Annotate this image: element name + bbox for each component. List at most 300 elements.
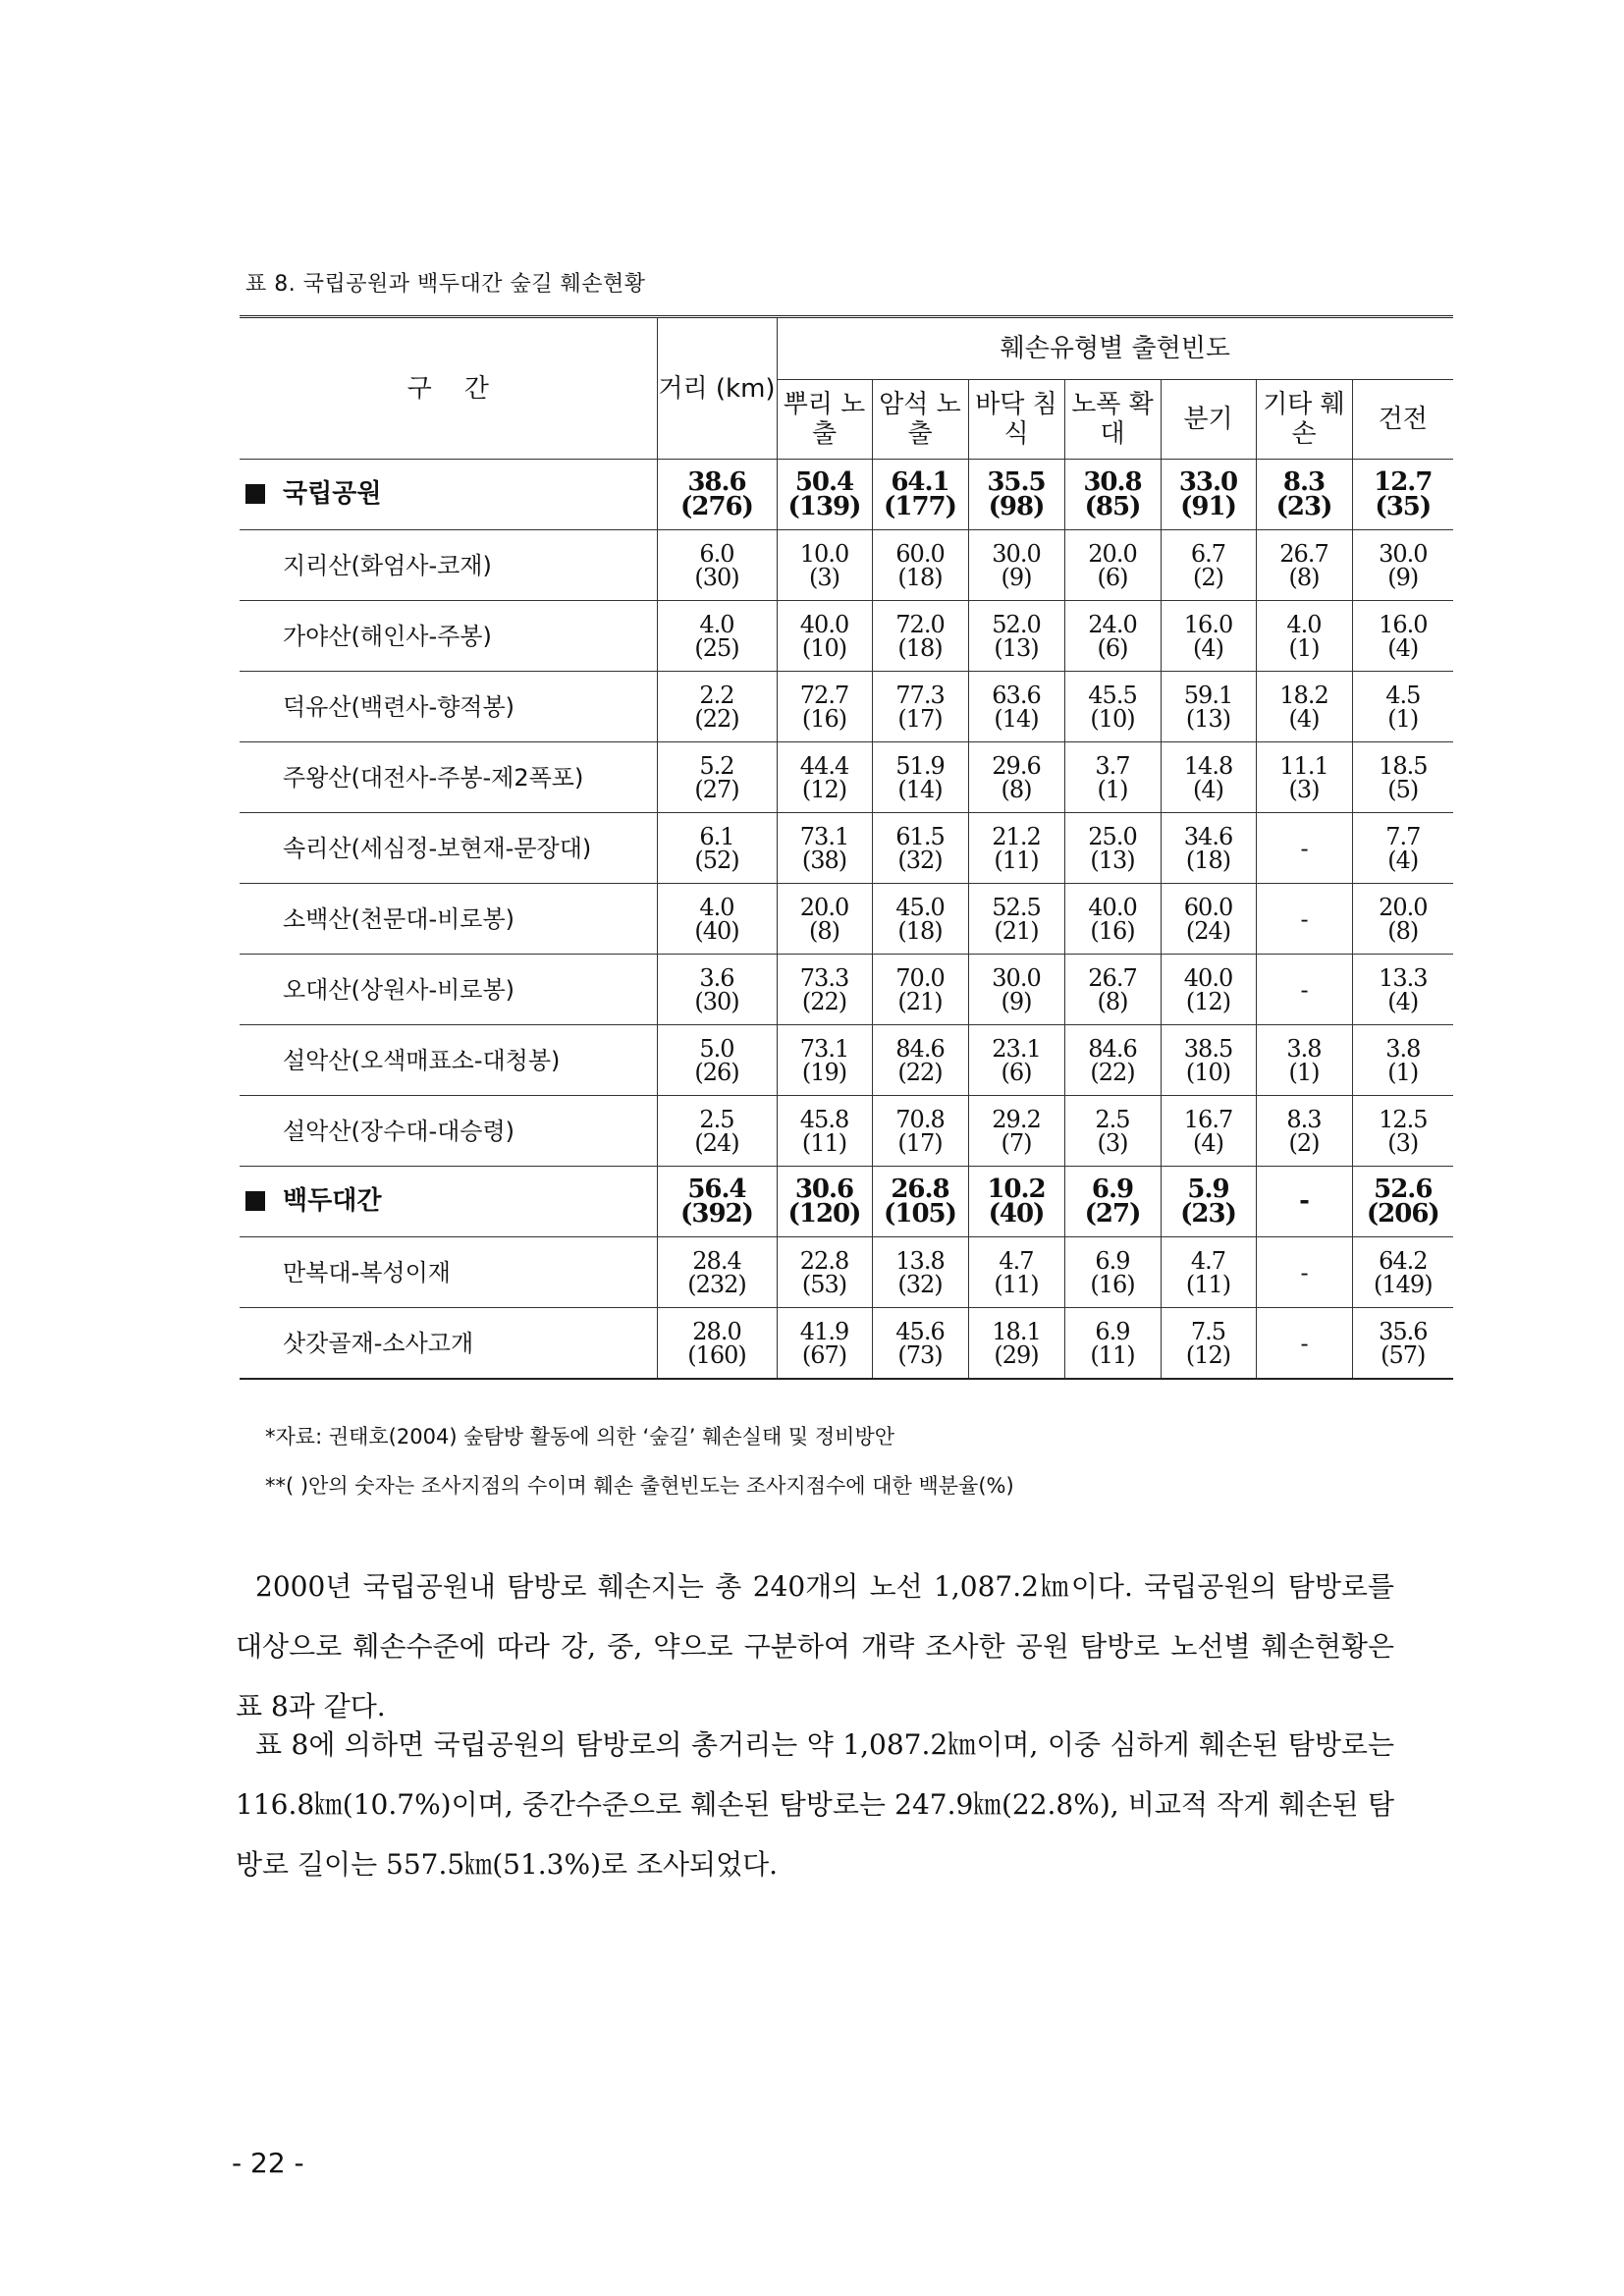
row-label <box>240 955 657 1025</box>
cell-value: 24.0 <box>1088 610 1137 638</box>
frequency-cell <box>968 530 1064 601</box>
cell-count: (10) <box>1185 1058 1231 1086</box>
cell-value: 38.6 <box>687 466 746 497</box>
row-label <box>240 1308 657 1380</box>
cell-count: (11) <box>1090 1340 1135 1369</box>
cell-value: 52.0 <box>992 610 1041 638</box>
cell-value: 6.0 <box>699 539 734 568</box>
cell-value: 45.5 <box>1088 681 1137 709</box>
cell-value: 18.5 <box>1379 751 1428 780</box>
row-label-text: 삿갓골재-소사고개 <box>283 1329 474 1357</box>
cell-value: 21.2 <box>992 822 1041 850</box>
row-label <box>240 884 657 955</box>
frequency-cell <box>1352 884 1453 955</box>
row-label-text: 설악산(장수대-대승령) <box>283 1117 515 1145</box>
row-label <box>240 460 657 530</box>
cell-value: 40.0 <box>1183 963 1233 992</box>
cell-count: (12) <box>801 775 847 803</box>
cell-count: (19) <box>801 1058 847 1086</box>
frequency-cell <box>1064 813 1161 884</box>
cell-value: 20.0 <box>1379 893 1428 921</box>
cell-value: 41.9 <box>799 1317 849 1345</box>
cell-value: 4.7 <box>1190 1246 1226 1275</box>
cell-value: 10.0 <box>799 539 849 568</box>
cell-value: 5.2 <box>699 751 734 780</box>
frequency-cell <box>1161 813 1256 884</box>
cell-value: 16.0 <box>1183 610 1233 638</box>
distance-cell <box>657 460 777 530</box>
cell-value: 29.2 <box>992 1105 1041 1133</box>
cell-value: 26.7 <box>1088 963 1137 992</box>
cell-value: 4.0 <box>699 893 734 921</box>
cell-value: 40.0 <box>1088 893 1137 921</box>
frequency-cell <box>1064 460 1161 530</box>
cell-value: 3.6 <box>699 963 734 992</box>
row-label <box>240 672 657 742</box>
frequency-cell <box>872 1025 968 1096</box>
cell-count: (8) <box>1387 916 1419 945</box>
table-row <box>240 742 1453 813</box>
cell-count: (21) <box>897 987 943 1015</box>
cell-value: 6.9 <box>1091 1174 1134 1204</box>
frequency-cell <box>1064 1167 1161 1237</box>
cell-count: (120) <box>787 1198 861 1229</box>
table-row <box>240 601 1453 672</box>
header-distance: 거리 (km) <box>657 317 777 460</box>
cell-value: 6.9 <box>1095 1246 1130 1275</box>
row-label-text: 소백산(천문대-비로봉) <box>283 904 515 933</box>
row-label <box>240 1237 657 1308</box>
cell-value: 16.0 <box>1379 610 1428 638</box>
cell-count: (232) <box>687 1270 746 1298</box>
cell-value: 64.1 <box>891 466 949 497</box>
cell-count: (52) <box>694 846 739 874</box>
frequency-cell <box>1161 742 1256 813</box>
cell-count: (21) <box>994 916 1039 945</box>
cell-value: 25.0 <box>1088 822 1137 850</box>
frequency-cell <box>1161 1308 1256 1380</box>
cell-count: (1) <box>1097 775 1128 803</box>
page-number: - 22 - <box>232 2147 304 2179</box>
row-label-text: 지리산(화엄사-코재) <box>283 551 492 579</box>
header-frequency-group: 훼손유형별 출현빈도 <box>777 317 1453 380</box>
cell-value: 4.5 <box>1385 681 1421 709</box>
cell-count: (6) <box>1097 633 1128 662</box>
distance-cell <box>657 955 777 1025</box>
cell-count: (160) <box>687 1340 746 1369</box>
cell-count: (105) <box>884 1198 956 1229</box>
frequency-cell <box>968 1167 1064 1237</box>
frequency-cell <box>1161 1167 1256 1237</box>
header-type: 노폭 확대 <box>1064 380 1161 460</box>
frequency-cell <box>968 460 1064 530</box>
header-type: 기타 훼손 <box>1256 380 1352 460</box>
distance-cell <box>657 672 777 742</box>
frequency-cell <box>1256 601 1352 672</box>
cell-value: 63.6 <box>992 681 1041 709</box>
frequency-cell <box>872 813 968 884</box>
cell-count: (9) <box>1001 987 1032 1015</box>
cell-value: 30.8 <box>1083 466 1142 497</box>
cell-count: (149) <box>1374 1270 1433 1298</box>
cell-value: 52.6 <box>1374 1174 1433 1204</box>
frequency-cell <box>1352 1167 1453 1237</box>
cell-value: 38.5 <box>1183 1034 1233 1063</box>
distance-cell <box>657 1025 777 1096</box>
cell-count: (27) <box>1084 1198 1141 1229</box>
frequency-cell <box>1352 1096 1453 1167</box>
cell-value: 30.0 <box>992 963 1041 992</box>
damage-status-table <box>240 315 1453 1380</box>
frequency-cell <box>1064 1025 1161 1096</box>
cell-value: 70.0 <box>895 963 945 992</box>
cell-value: 45.6 <box>895 1317 945 1345</box>
cell-count: (24) <box>1185 916 1231 945</box>
frequency-cell <box>872 884 968 955</box>
cell-value: 4.7 <box>999 1246 1034 1275</box>
cell-value: 13.3 <box>1379 963 1428 992</box>
cell-value: 4.0 <box>1286 610 1322 638</box>
cell-value: 73.1 <box>799 822 849 850</box>
frequency-cell <box>1161 601 1256 672</box>
cell-count: (8) <box>809 916 839 945</box>
cell-value: - <box>1300 1258 1308 1286</box>
cell-count: (40) <box>988 1198 1045 1229</box>
frequency-cell <box>777 813 872 884</box>
cell-value: 30.0 <box>992 539 1041 568</box>
frequency-cell <box>777 955 872 1025</box>
cell-value: 23.1 <box>992 1034 1041 1063</box>
cell-count: (6) <box>1001 1058 1032 1086</box>
cell-count: (12) <box>1185 1340 1231 1369</box>
cell-value: - <box>1300 1329 1308 1357</box>
cell-count: (32) <box>897 846 943 874</box>
cell-count: (4) <box>1288 704 1320 733</box>
cell-value: 12.7 <box>1374 466 1433 497</box>
source-note: *자료: 권태호(2004) 숲탐방 활동에 의한 ‘숲길’ 훼손실태 및 정비방안 <box>265 1425 895 1449</box>
cell-value: - <box>1300 904 1308 933</box>
frequency-cell <box>1064 672 1161 742</box>
frequency-cell <box>777 1096 872 1167</box>
frequency-cell <box>872 1237 968 1308</box>
frequency-cell <box>1161 1025 1256 1096</box>
cell-value: 12.5 <box>1379 1105 1428 1133</box>
cell-value: 84.6 <box>895 1034 945 1063</box>
row-label <box>240 1096 657 1167</box>
cell-value: - <box>1300 834 1308 862</box>
cell-value: 14.8 <box>1183 751 1233 780</box>
distance-cell <box>657 1167 777 1237</box>
frequency-cell <box>1256 460 1352 530</box>
frequency-cell <box>872 460 968 530</box>
cell-count: (18) <box>1185 846 1231 874</box>
frequency-cell <box>872 601 968 672</box>
cell-count: (17) <box>897 704 943 733</box>
cell-value: 44.4 <box>799 751 849 780</box>
cell-count: (9) <box>1387 563 1419 591</box>
cell-value: 11.1 <box>1279 751 1328 780</box>
row-label-text: 설악산(오색매표소-대청봉) <box>283 1046 561 1074</box>
frequency-cell <box>777 460 872 530</box>
frequency-cell <box>777 1308 872 1380</box>
table-caption: 표 8. 국립공원과 백두대간 숲길 훼손현황 <box>245 272 646 297</box>
cell-count: (177) <box>884 491 956 521</box>
cell-count: (11) <box>994 1270 1039 1298</box>
header-type: 바닥 침식 <box>968 380 1064 460</box>
cell-count: (206) <box>1366 1198 1439 1229</box>
cell-value: 8.3 <box>1282 466 1326 497</box>
cell-count: (3) <box>1288 775 1320 803</box>
distance-cell <box>657 884 777 955</box>
frequency-cell <box>1256 530 1352 601</box>
cell-value: 18.1 <box>992 1317 1041 1345</box>
cell-count: (13) <box>1185 704 1231 733</box>
cell-value: 77.3 <box>895 681 945 709</box>
frequency-cell <box>1161 1096 1256 1167</box>
table-row <box>240 672 1453 742</box>
cell-count: (25) <box>694 633 739 662</box>
cell-value: 30.6 <box>794 1174 854 1204</box>
cell-count: (4) <box>1387 633 1419 662</box>
header-section: 구 간 <box>240 317 657 460</box>
cell-count: (8) <box>1001 775 1032 803</box>
cell-count: (16) <box>1090 916 1135 945</box>
cell-count: (392) <box>680 1198 753 1229</box>
cell-value: 4.0 <box>699 610 734 638</box>
frequency-cell <box>1352 1308 1453 1380</box>
table-body <box>240 460 1453 1380</box>
cell-count: (22) <box>801 987 847 1015</box>
frequency-cell <box>968 813 1064 884</box>
table-row <box>240 1025 1453 1096</box>
cell-count: (38) <box>801 846 847 874</box>
cell-value: 52.5 <box>992 893 1041 921</box>
frequency-cell <box>1161 1237 1256 1308</box>
table-row <box>240 813 1453 884</box>
frequency-cell <box>777 1237 872 1308</box>
frequency-cell <box>1161 530 1256 601</box>
row-label-text: 오대산(상원사-비로봉) <box>283 975 515 1004</box>
cell-count: (10) <box>801 633 847 662</box>
frequency-cell <box>968 884 1064 955</box>
cell-count: (30) <box>694 987 739 1015</box>
frequency-cell <box>1064 1096 1161 1167</box>
distance-cell <box>657 1308 777 1380</box>
body-paragraph: 2000년 국립공원내 탐방로 훼손지는 총 240개의 노선 1,087.2㎞이다. 국립공원의 탐방로를 대상으로 훼손수준에 따라 강, 중, 약으로 구분하여 개략 조사한 공원 탐방로 노선별 훼손현황은 표 8과 같다. <box>236 1570 1394 1722</box>
cell-count: (5) <box>1387 775 1419 803</box>
table-group-row <box>240 460 1453 530</box>
row-label <box>240 1167 657 1237</box>
cell-count: (30) <box>694 563 739 591</box>
cell-value: 6.1 <box>699 822 734 850</box>
row-label-text: 국립공원 <box>283 479 382 509</box>
frequency-cell <box>777 884 872 955</box>
cell-value: 64.2 <box>1379 1246 1428 1275</box>
cell-count: (8) <box>1288 563 1320 591</box>
frequency-cell <box>968 742 1064 813</box>
body-paragraph: 표 8에 의하면 국립공원의 탐방로의 총거리는 약 1,087.2㎞이며, 이중 심하게 훼손된 탐방로는 116.8㎞(10.7%)이며, 중간수준으로 훼손된 탐방로는 247.9㎞(22.8%), 비교적 작게 훼손된 탐방로 길이는 557.5㎞(51.3%)로 조사되었다. <box>236 1728 1394 1881</box>
cell-count: (35) <box>1375 491 1432 521</box>
cell-count: (276) <box>680 491 753 521</box>
frequency-cell <box>1256 742 1352 813</box>
cell-count: (22) <box>897 1058 943 1086</box>
cell-count: (73) <box>897 1340 943 1369</box>
cell-count: (4) <box>1193 775 1223 803</box>
frequency-cell <box>1256 1167 1352 1237</box>
frequency-cell <box>1064 742 1161 813</box>
cell-value: 29.6 <box>992 751 1041 780</box>
frequency-cell <box>777 601 872 672</box>
cell-value: 56.4 <box>687 1174 746 1204</box>
cell-value: 3.7 <box>1095 751 1130 780</box>
cell-count: (4) <box>1193 1128 1223 1157</box>
frequency-cell <box>1064 601 1161 672</box>
cell-count: (26) <box>694 1058 739 1086</box>
cell-count: (2) <box>1193 563 1223 591</box>
cell-count: (85) <box>1084 491 1141 521</box>
cell-count: (3) <box>1387 1128 1419 1157</box>
cell-count: (4) <box>1387 987 1419 1015</box>
cell-value: 34.6 <box>1183 822 1233 850</box>
cell-value: 35.6 <box>1379 1317 1428 1345</box>
black-square-bullet <box>245 1191 265 1211</box>
frequency-cell <box>1161 460 1256 530</box>
cell-value: 7.7 <box>1385 822 1421 850</box>
table-row <box>240 884 1453 955</box>
cell-count: (1) <box>1387 1058 1419 1086</box>
cell-count: (9) <box>1001 563 1032 591</box>
cell-count: (1) <box>1288 1058 1320 1086</box>
table-row <box>240 1096 1453 1167</box>
frequency-cell <box>968 1025 1064 1096</box>
frequency-cell <box>777 742 872 813</box>
frequency-cell <box>968 1308 1064 1380</box>
frequency-cell <box>1161 672 1256 742</box>
frequency-cell <box>777 1025 872 1096</box>
cell-value: 40.0 <box>799 610 849 638</box>
cell-value: 70.8 <box>895 1105 945 1133</box>
frequency-cell <box>1352 601 1453 672</box>
frequency-cell <box>1064 1308 1161 1380</box>
frequency-cell <box>777 530 872 601</box>
cell-value: - <box>1299 1186 1309 1216</box>
cell-count: (7) <box>1001 1128 1032 1157</box>
cell-count: (4) <box>1387 846 1419 874</box>
frequency-cell <box>1256 955 1352 1025</box>
frequency-cell <box>1352 742 1453 813</box>
cell-value: 73.1 <box>799 1034 849 1063</box>
count-note: **( )안의 숫자는 조사지점의 수이며 훼손 출현빈도는 조사지점수에 대한 백분율(%) <box>265 1474 1014 1498</box>
cell-count: (40) <box>694 916 739 945</box>
cell-count: (2) <box>1288 1128 1320 1157</box>
cell-value: 7.5 <box>1190 1317 1226 1345</box>
cell-count: (18) <box>897 633 943 662</box>
cell-value: 10.2 <box>987 1174 1046 1204</box>
cell-count: (14) <box>994 704 1039 733</box>
cell-value: 3.8 <box>1286 1034 1322 1063</box>
frequency-cell <box>1064 955 1161 1025</box>
table-row <box>240 955 1453 1025</box>
frequency-cell <box>1352 955 1453 1025</box>
cell-count: (13) <box>994 633 1039 662</box>
cell-count: (4) <box>1193 633 1223 662</box>
cell-value: 8.3 <box>1286 1105 1322 1133</box>
frequency-cell <box>1256 884 1352 955</box>
cell-count: (18) <box>897 563 943 591</box>
frequency-cell <box>1256 1237 1352 1308</box>
cell-count: (17) <box>897 1128 943 1157</box>
cell-count: (91) <box>1180 491 1236 521</box>
row-label <box>240 813 657 884</box>
frequency-cell <box>1161 955 1256 1025</box>
distance-cell <box>657 813 777 884</box>
cell-value: 28.4 <box>692 1246 741 1275</box>
distance-cell <box>657 1096 777 1167</box>
frequency-cell <box>1256 813 1352 884</box>
frequency-cell <box>872 672 968 742</box>
cell-count: (57) <box>1380 1340 1426 1369</box>
cell-value: 51.9 <box>895 751 945 780</box>
frequency-cell <box>872 1308 968 1380</box>
cell-value: 3.8 <box>1385 1034 1421 1063</box>
frequency-cell <box>1352 530 1453 601</box>
frequency-cell <box>968 1096 1064 1167</box>
row-label <box>240 742 657 813</box>
cell-value: 45.0 <box>895 893 945 921</box>
row-label-text: 주왕산(대전사-주봉-제2폭포) <box>283 763 584 792</box>
cell-count: (23) <box>1180 1198 1236 1229</box>
cell-count: (139) <box>787 491 861 521</box>
cell-count: (10) <box>1090 704 1135 733</box>
row-label <box>240 530 657 601</box>
cell-count: (53) <box>801 1270 847 1298</box>
cell-count: (16) <box>801 704 847 733</box>
cell-value: 20.0 <box>1088 539 1137 568</box>
header-type: 암석 노출 <box>872 380 968 460</box>
table-row <box>240 1237 1453 1308</box>
frequency-cell <box>1064 1237 1161 1308</box>
frequency-cell <box>777 672 872 742</box>
cell-value: 26.8 <box>891 1174 949 1204</box>
distance-cell <box>657 530 777 601</box>
cell-count: (3) <box>1097 1128 1128 1157</box>
cell-count: (22) <box>1090 1058 1135 1086</box>
cell-count: (23) <box>1275 491 1332 521</box>
cell-count: (11) <box>1185 1270 1231 1298</box>
cell-count: (18) <box>897 916 943 945</box>
frequency-cell <box>872 1096 968 1167</box>
distance-cell <box>657 742 777 813</box>
frequency-cell <box>872 955 968 1025</box>
cell-value: 28.0 <box>692 1317 741 1345</box>
frequency-cell <box>872 1167 968 1237</box>
frequency-cell <box>1256 1096 1352 1167</box>
cell-count: (3) <box>809 563 839 591</box>
cell-count: (67) <box>801 1340 847 1369</box>
cell-value: 16.7 <box>1183 1105 1233 1133</box>
row-label-text: 가야산(해인사-주봉) <box>283 622 492 650</box>
cell-value: 6.9 <box>1095 1317 1130 1345</box>
cell-count: (13) <box>1090 846 1135 874</box>
cell-count: (12) <box>1185 987 1231 1015</box>
cell-value: 72.0 <box>895 610 945 638</box>
cell-count: (22) <box>694 704 739 733</box>
row-label-text: 속리산(세심정-보현재-문장대) <box>283 834 592 862</box>
frequency-cell <box>1352 672 1453 742</box>
frequency-cell <box>872 742 968 813</box>
cell-value: 35.5 <box>987 466 1046 497</box>
table-group-row <box>240 1167 1453 1237</box>
